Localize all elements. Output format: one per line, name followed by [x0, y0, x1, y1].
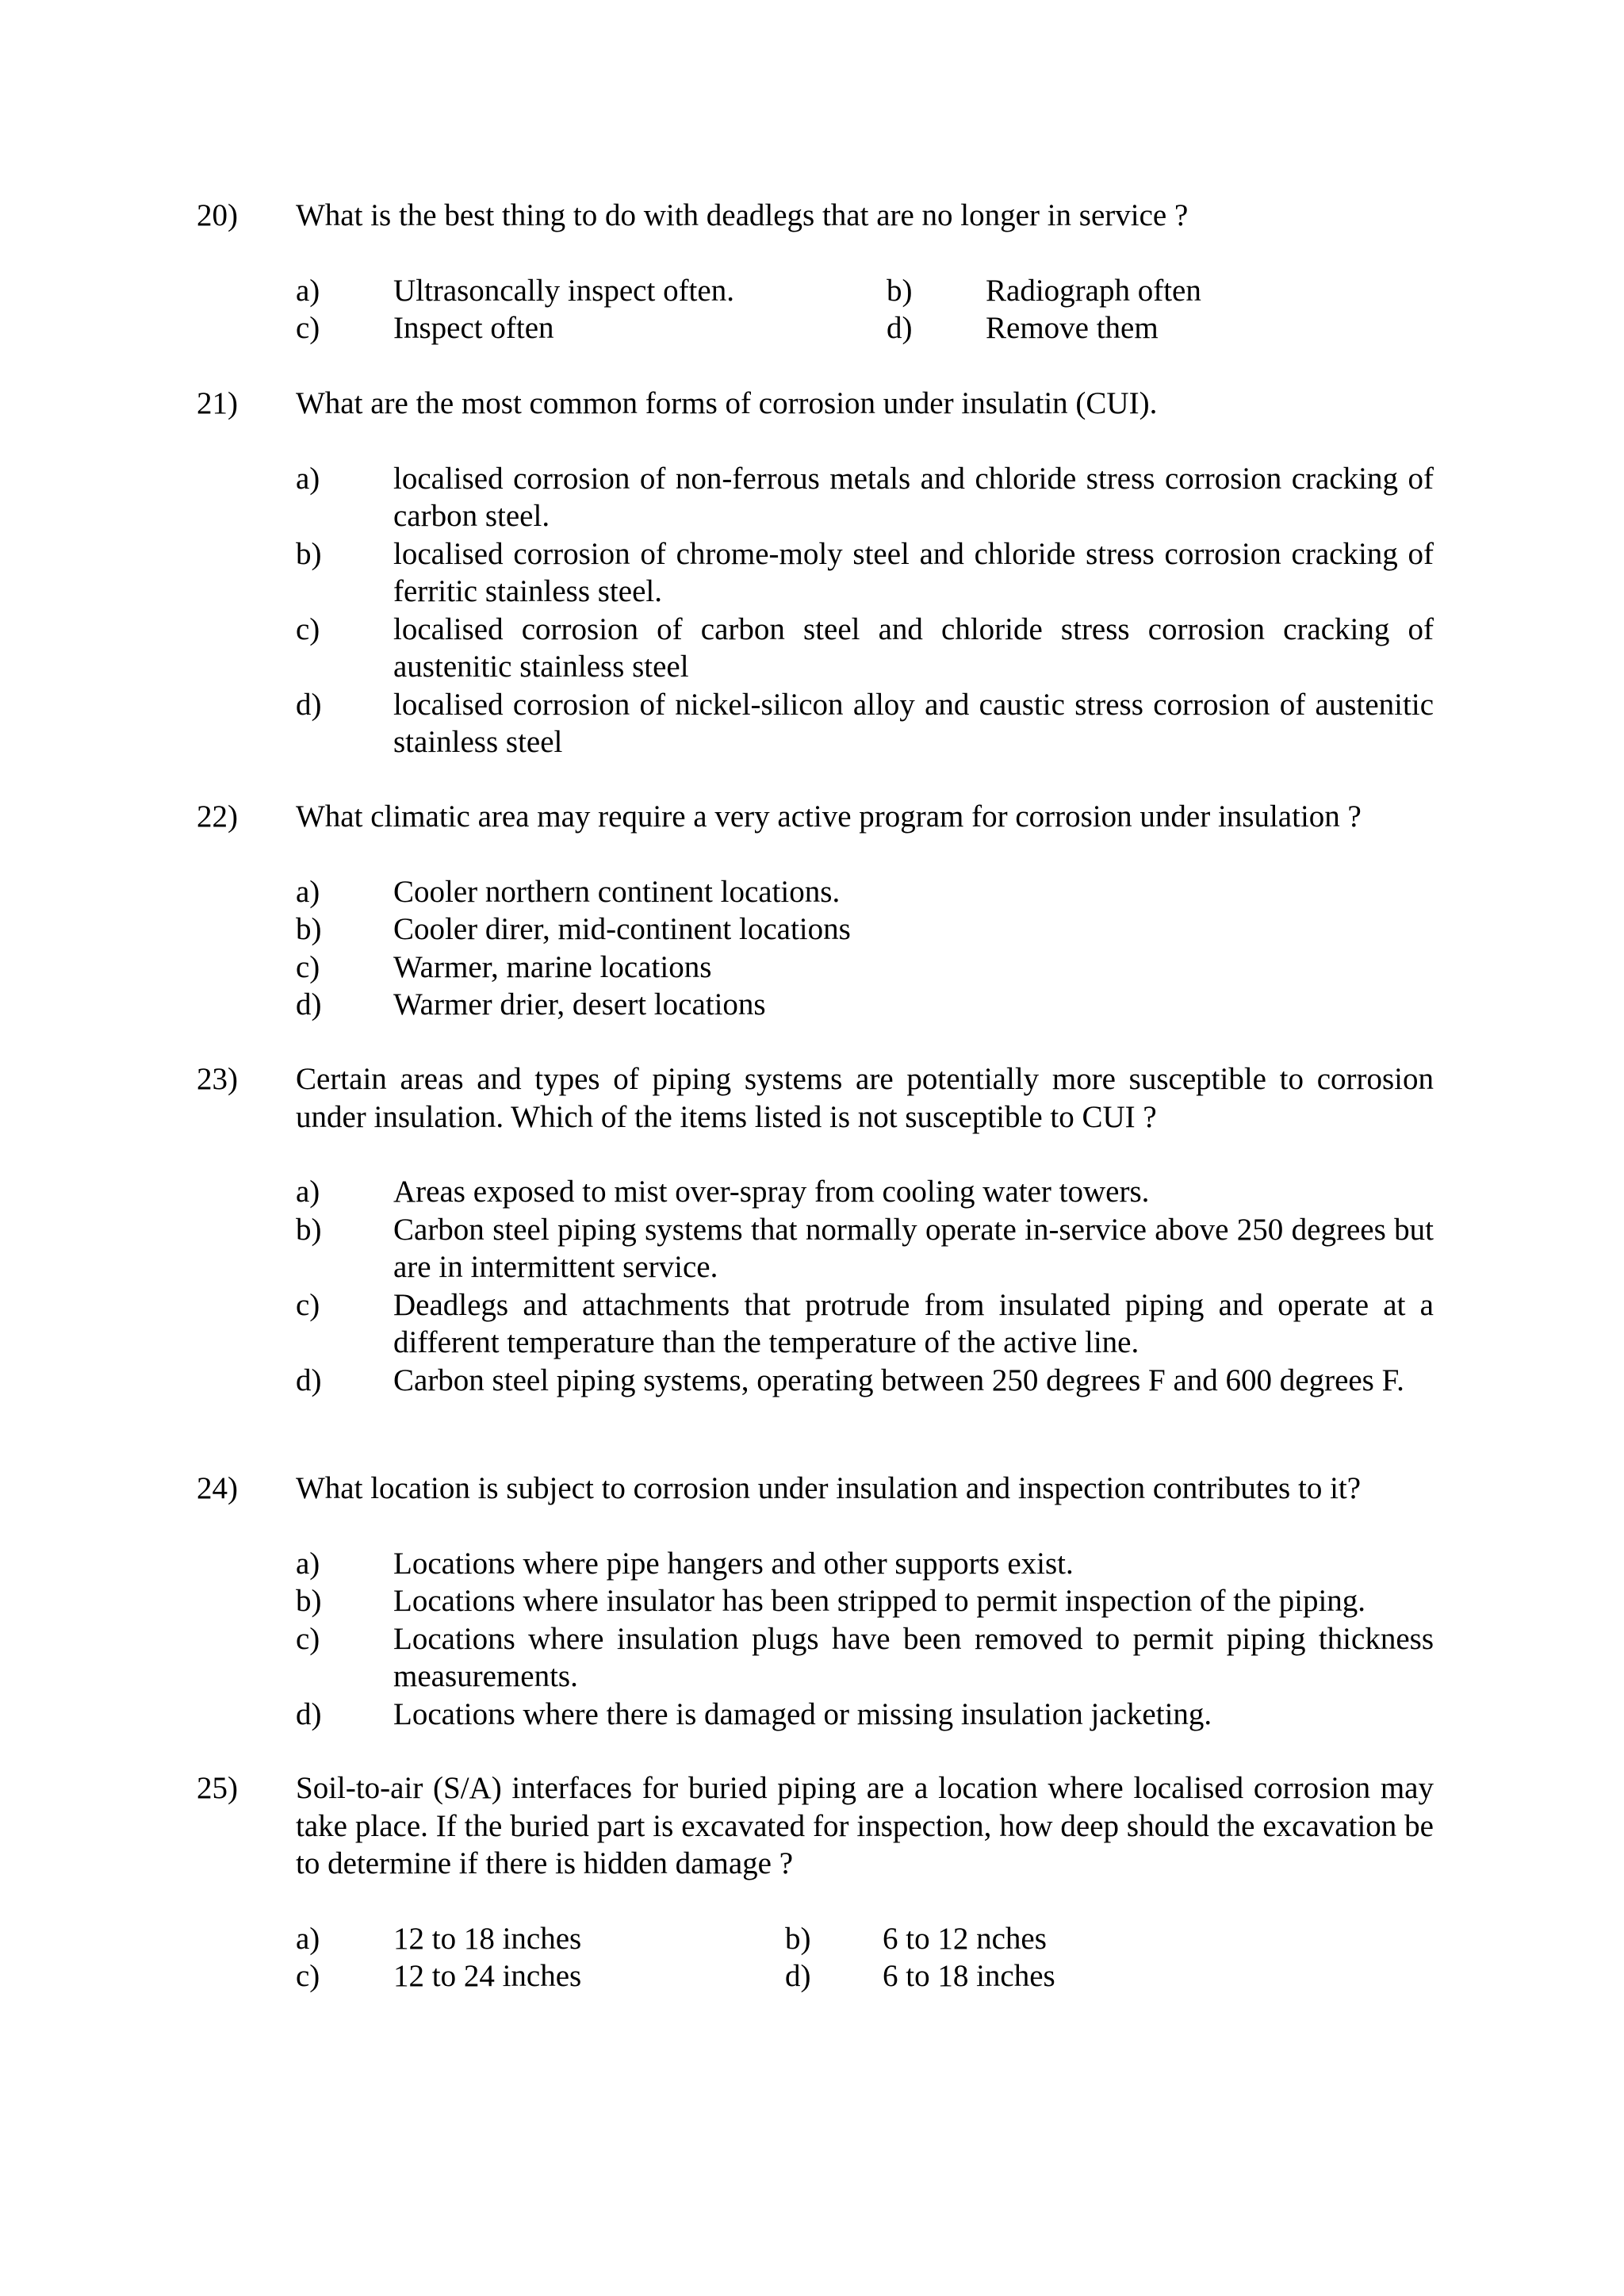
option-text: 6 to 18 inches: [883, 1959, 1055, 1993]
option-label: d): [296, 1696, 322, 1731]
option-label: c): [296, 311, 320, 345]
option-a: [296, 460, 1434, 535]
question-text: What location is subject to corrosion under insulation and inspection contributes to it?: [296, 1471, 1362, 1505]
option-label: c): [296, 949, 320, 984]
options-list: [296, 460, 1434, 761]
option-text: Carbon steel piping systems that normally operate in-service above 250 degrees but are in intermittent service.: [393, 1212, 1434, 1284]
question-text: What are the most common forms of corrosion under insulatin (CUI).: [296, 386, 1158, 420]
question-20: [197, 197, 1434, 347]
options-row: [296, 309, 1434, 347]
option-label: c): [296, 611, 320, 646]
option-b: [296, 910, 1434, 949]
option-text: localised corrosion of carbon steel and chloride stress corrosion cracking of austenitic stainless steel: [393, 611, 1434, 684]
option-c: [296, 949, 1434, 987]
option-a: [296, 1173, 1434, 1211]
options-row: [296, 1957, 1434, 1995]
options-grid: [296, 1920, 1434, 1995]
option-label: a): [296, 1546, 320, 1581]
question-number: 25): [197, 1771, 238, 1805]
question-text: What is the best thing to do with deadlegs that are no longer in service ?: [296, 198, 1189, 232]
option-label: b): [296, 536, 322, 571]
option-text: 12 to 18 inches: [393, 1921, 582, 1956]
option-label: c): [296, 1959, 320, 1993]
option-text: Cooler direr, mid-continent locations: [393, 912, 851, 946]
question-number: 22): [197, 799, 238, 834]
option-a: [296, 873, 1434, 911]
option-label: d): [296, 987, 322, 1022]
question-number: 24): [197, 1471, 238, 1505]
question-text: What climatic area may require a very active program for corrosion under insulation ?: [296, 799, 1362, 834]
options-row: [296, 272, 1434, 310]
option-label: b): [887, 273, 913, 308]
question-21: [197, 385, 1434, 761]
option-text: Locations where insulator has been stripped to permit inspection of the piping.: [393, 1584, 1366, 1618]
option-text: localised corrosion of non-ferrous metals and chloride stress corrosion cracking of carbon steel.: [393, 461, 1434, 533]
option-label: a): [296, 1921, 320, 1956]
options-list: [296, 873, 1434, 1024]
option-text: 12 to 24 inches: [393, 1959, 582, 1993]
options-list: [296, 1173, 1434, 1399]
option-d: [296, 1696, 1434, 1734]
option-text: Locations where there is damaged or missing insulation jacketing.: [393, 1696, 1212, 1731]
option-text: Carbon steel piping systems, operating between 250 degrees F and 600 degrees F.: [393, 1363, 1404, 1397]
option-d: [296, 686, 1434, 761]
options-grid: [296, 272, 1434, 347]
option-text: Areas exposed to mist over-spray from cooling water towers.: [393, 1175, 1150, 1209]
option-text: Cooler northern continent locations.: [393, 874, 841, 909]
option-label: d): [887, 311, 913, 345]
option-text: Ultrasoncally inspect often.: [393, 273, 734, 308]
option-c: [296, 1620, 1434, 1696]
option-label: d): [296, 687, 322, 722]
option-d: [296, 986, 1434, 1024]
option-text: Warmer, marine locations: [393, 949, 712, 984]
option-text: Warmer drier, desert locations: [393, 987, 766, 1022]
option-label: a): [296, 1175, 320, 1209]
option-c: [296, 1286, 1434, 1362]
option-text: Locations where pipe hangers and other supports exist.: [393, 1546, 1074, 1581]
option-text: localised corrosion of nickel-silicon alloy and caustic stress corrosion of austenitic stainless steel: [393, 687, 1434, 759]
option-label: c): [296, 1287, 320, 1322]
option-text: 6 to 12 nches: [883, 1921, 1047, 1956]
question-number: 21): [197, 386, 238, 420]
option-label: b): [296, 1212, 322, 1247]
option-label: a): [296, 273, 320, 308]
option-label: a): [296, 874, 320, 909]
option-label: a): [296, 461, 320, 496]
option-d: [296, 1362, 1434, 1400]
question-23: [197, 1060, 1434, 1399]
option-text: Radiograph often: [986, 273, 1201, 308]
option-a: [296, 1545, 1434, 1583]
option-text: Locations where insulation plugs have been removed to permit piping thickness measurements.: [393, 1621, 1434, 1693]
option-label: b): [785, 1921, 811, 1956]
option-label: c): [296, 1621, 320, 1656]
option-text: localised corrosion of chrome-moly steel and chloride stress corrosion cracking of ferritic stainless steel.: [393, 536, 1434, 608]
option-label: b): [296, 912, 322, 946]
option-b: [296, 1582, 1434, 1620]
option-b: [296, 1211, 1434, 1286]
option-label: d): [296, 1363, 322, 1397]
question-25: [197, 1769, 1434, 1995]
option-text: Remove them: [986, 311, 1159, 345]
option-c: [296, 611, 1434, 686]
option-label: d): [785, 1959, 811, 1993]
question-number: 20): [197, 198, 238, 232]
options-row: [296, 1920, 1434, 1958]
option-b: [296, 535, 1434, 611]
option-text: Deadlegs and attachments that protrude from insulated piping and operate at a different temperature than the temperature of the active line.: [393, 1287, 1434, 1359]
question-number: 23): [197, 1062, 238, 1096]
question-24: [197, 1470, 1434, 1733]
question-text: Certain areas and types of piping systems are potentially more susceptible to corrosion under insulation. Which of the items listed is not susceptible to CUI ?: [296, 1062, 1434, 1134]
question-22: [197, 798, 1434, 1024]
options-list: [296, 1545, 1434, 1734]
option-text: Inspect often: [393, 311, 554, 345]
question-text: Soil-to-air (S/A) interfaces for buried piping are a location where localised corrosion may take place. If the buried part is excavated for inspection, how deep should the excavation be to determine if there is hidden damage ?: [296, 1771, 1434, 1880]
option-label: b): [296, 1584, 322, 1618]
